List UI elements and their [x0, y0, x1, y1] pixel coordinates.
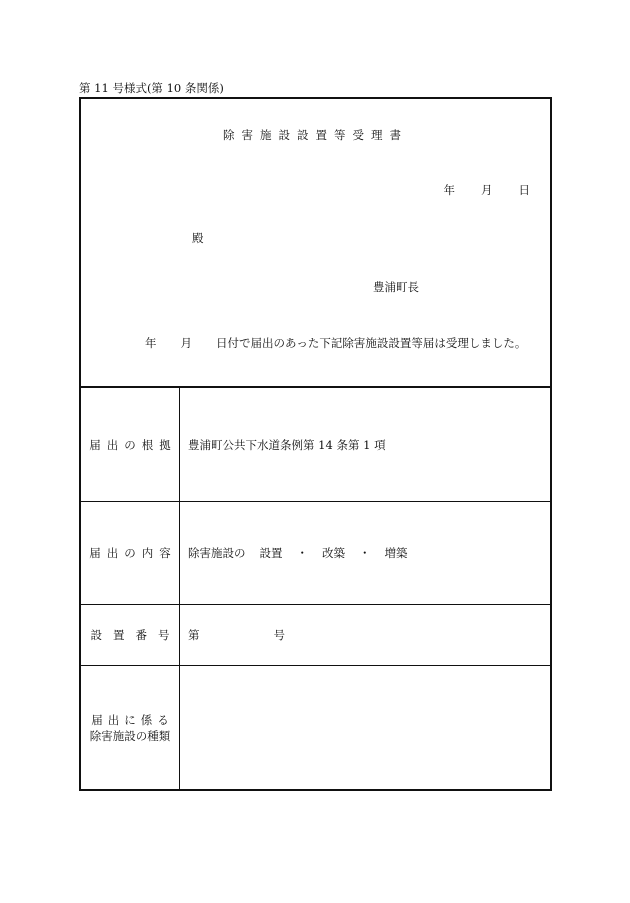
date-month-label: 月: [481, 183, 493, 197]
form-number: 第 11 号様式(第 10 条関係): [79, 81, 224, 95]
row-content-value: 除害施設の 設置 ・ 改築 ・ 増築: [188, 546, 408, 560]
issue-date: [444, 182, 531, 198]
addressee-suffix: 殿: [192, 231, 204, 245]
option-install: 設置: [259, 546, 283, 560]
form-title: 除害施設設置等受理書: [223, 128, 408, 142]
row-content: [81, 502, 550, 605]
row-content-label: 届出の内容: [81, 502, 180, 604]
date-year-label: 年: [443, 183, 455, 197]
form-header-section: [81, 99, 550, 388]
acceptance-statement: [145, 335, 526, 351]
statement-month-label: 月: [180, 336, 192, 350]
date-day-label: 日: [518, 183, 530, 197]
option-extend: 増築: [384, 546, 408, 560]
option-separator: ・: [359, 546, 371, 560]
option-renovate: 改築: [322, 546, 345, 560]
row-facility-type-label: 届出に係る 除害施設の種類: [81, 666, 180, 789]
row-basis-label: 届出の根拠: [81, 388, 180, 501]
statement-year-label: 年: [145, 336, 157, 350]
form-frame: [79, 97, 552, 791]
option-separator: ・: [296, 546, 308, 560]
statement-text: 日付で届出のあった下記除害施設設置等届は受理しました。: [216, 336, 527, 350]
row-facility-type: [81, 666, 550, 789]
row-basis-value: 豊浦町公共下水道条例第 14 条第 1 項: [188, 437, 386, 452]
row-number: [81, 605, 550, 666]
issuer: 豊浦町長: [373, 280, 419, 294]
row-number-label: 設置番号: [81, 605, 180, 665]
row-number-value: 第 号: [188, 628, 285, 642]
row-basis: [81, 388, 550, 502]
